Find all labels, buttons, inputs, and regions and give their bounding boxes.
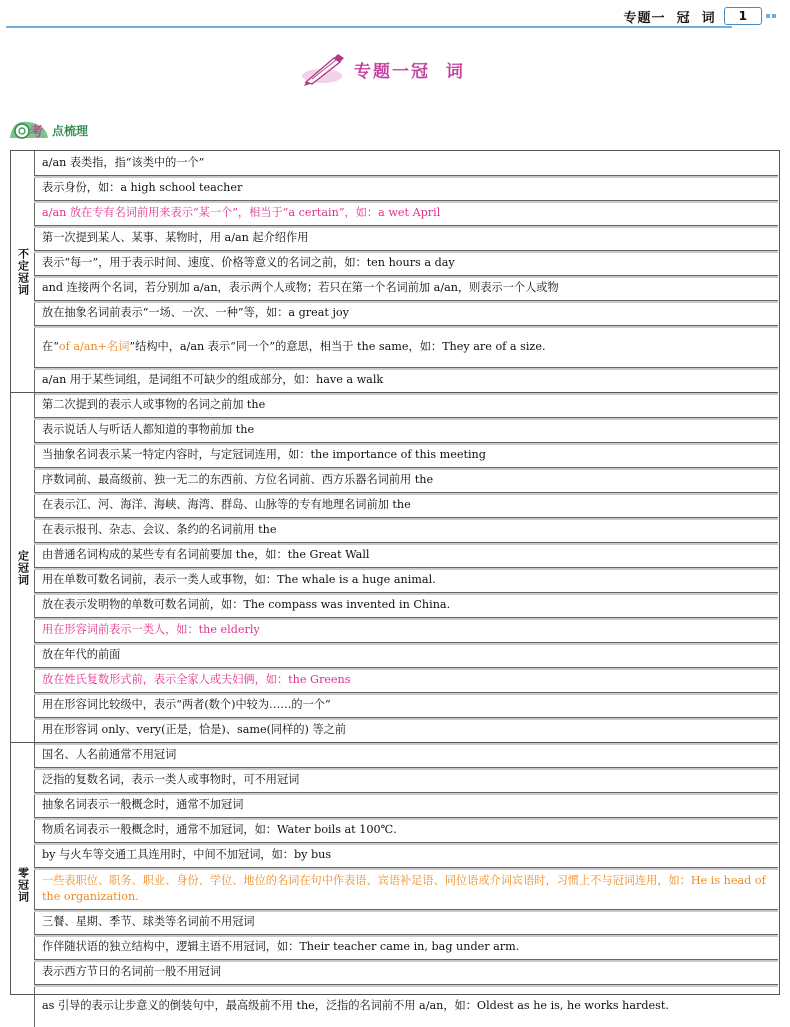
snail-badge-icon (8, 118, 50, 142)
table-row (34, 668, 778, 693)
table-row (34, 368, 778, 393)
row-text: 表示西方节日的名词前一般不用冠词 (42, 965, 222, 978)
table-row (34, 818, 778, 843)
row-text: 在“of a/an+名词”结构中，a/an 表示“同一个”的意思，相当于 the same，如：They are of a size. (42, 339, 546, 353)
row-text: a/an 表类指，指“该类中的一个” (42, 156, 205, 169)
row-text: 用在单数可数名词前，表示一类人或事物，如：The whale is a huge animal. (42, 573, 436, 586)
row-text: 第二次提到的表示人或事物的名词之前加 the (42, 398, 266, 411)
pen-icon (300, 52, 348, 86)
row-text: 三餐、星期、季节、球类等名词前不用冠词 (42, 915, 255, 928)
row-text: 放在姓氏复数形式前，表示全家人或夫妇俩，如：the Greens (42, 673, 351, 686)
table-row (34, 226, 778, 251)
table-row (34, 593, 778, 618)
table-row (34, 443, 778, 468)
table-row (34, 843, 778, 868)
row-text: 一些表职位、职务、职业、身份、学位、地位的名词在句中作表语、宾语补足语、同位语或介词宾语时，习惯上不与冠词连用，如：He is head of the organization. (42, 873, 766, 903)
row-text: 在表示江、河、海洋、海峡、海湾、群岛、山脉等的专有地理名词前加 the (42, 498, 411, 511)
row-text: 国名、人名前通常不用冠词 (42, 748, 177, 761)
table-row (34, 151, 778, 176)
row-text: 放在年代的前面 (42, 648, 121, 661)
row-text: 表示说话人与听话人都知道的事物前加 the (42, 423, 255, 436)
row-text: 作伴随状语的独立结构中，逻辑主语不用冠词，如：Their teacher came in, bag under arm. (42, 940, 520, 953)
table-row (34, 910, 778, 935)
table-row (34, 493, 778, 518)
table-row (34, 718, 778, 743)
row-text: 用在形容词 only、very(正是，恰是)、same(同样的) 等之前 (42, 723, 347, 736)
row-text: 在表示报刊、杂志、会议、条约的名词前用 the (42, 523, 277, 536)
row-text: 泛指的复数名词，表示一类人或事物时，可不用冠词 (42, 773, 300, 786)
table-row (34, 201, 778, 226)
row-text: 放在抽象名词前表示“一场、一次、一种”等，如：a great joy (42, 306, 349, 319)
table-row (34, 868, 778, 910)
group-2 (11, 393, 778, 743)
table-row (34, 793, 778, 818)
table-row (34, 276, 778, 301)
table-row (34, 301, 778, 326)
table-row (34, 326, 778, 368)
section-tag (8, 118, 88, 142)
row-text: 用在形容词比较级中，表示“两者(数个)中较为……的一个” (42, 698, 331, 711)
table-row (34, 418, 778, 443)
row-text: 第一次提到某人、某事、某物时，用 a/an 起介绍作用 (42, 231, 309, 244)
row-text: 序数词前、最高级前、独一无二的东西前、方位名词前、西方乐器名词前用 the (42, 473, 434, 486)
group-label (11, 393, 35, 743)
row-text: 抽象名词表示一般概念时，通常不加冠词 (42, 798, 244, 811)
table-row (34, 768, 778, 793)
table-row (34, 518, 778, 543)
header-rule (6, 26, 732, 28)
row-text: 物质名词表示一般概念时，通常不加冠词，如：Water boils at 100℃. (42, 823, 397, 836)
table-row (34, 468, 778, 493)
header-dots-decoration (766, 14, 776, 18)
row-text: a/an 用于某些词组，是词组不可缺少的组成部分，如：have a walk (42, 373, 384, 386)
section-tag-label: 点梳理 (52, 123, 89, 138)
table-row (34, 568, 778, 593)
table-row (34, 251, 778, 276)
row-highlight: of a/an+名词 (58, 339, 130, 353)
row-text: and 连接两个名词，若分别加 a/an，表示两个人或物；若只在第一个名词前加 a/an，则表示一个人或物 (42, 281, 559, 294)
table-row (34, 985, 778, 1027)
group-label-text: 定冠词 (16, 550, 30, 586)
table-row (34, 643, 778, 668)
row-text: 当抽象名词表示某一特定内容时，与定冠词连用，如：the importance of this meeting (42, 448, 486, 461)
group-3 (11, 743, 778, 1027)
group-1 (11, 151, 778, 393)
row-text: 表示“每一”，用于表示时间、速度、价格等意义的名词之前，如：ten hours a day (42, 256, 455, 269)
table-row (34, 618, 778, 643)
tag-badge-char: 考 (30, 125, 44, 140)
group-label (11, 151, 35, 393)
group-label (11, 743, 35, 1027)
page-title (300, 52, 465, 86)
row-text: as 引导的表示让步意义的倒装句中，最高级前不用 the，泛指的名词前不用 a/an，如：Oldest as he is, he works hardest. (42, 999, 669, 1012)
row-text: 表示身份，如：a high school teacher (42, 181, 243, 194)
row-text: a/an 放在专有名词前用来表示“某一个”，相当于“a certain”，如：a wet April (42, 206, 441, 219)
group-label-text: 不定冠词 (16, 248, 30, 296)
page-header (624, 6, 776, 26)
table-row (34, 393, 778, 418)
table-row (34, 743, 778, 768)
table-row (34, 960, 778, 985)
page-title-text: 专题一冠 词 (354, 61, 465, 82)
row-text: 由普通名词构成的某些专有名词前要加 the，如：the Great Wall (42, 548, 370, 561)
row-text: by 与火车等交通工具连用时，中间不加冠词，如：by bus (42, 848, 332, 861)
header-title: 专题一 冠 词 (623, 10, 716, 26)
table-row (34, 935, 778, 960)
page-number: 1 (724, 7, 762, 25)
table-row (34, 543, 778, 568)
article-rules-table (10, 150, 780, 1012)
table-row (34, 693, 778, 718)
row-text: 放在表示发明物的单数可数名词前，如：The compass was invented in China. (42, 598, 451, 611)
group-label-text: 零冠词 (16, 867, 30, 903)
row-text: 用在形容词前表示一类人，如：the elderly (42, 623, 260, 636)
table-row (34, 176, 778, 201)
